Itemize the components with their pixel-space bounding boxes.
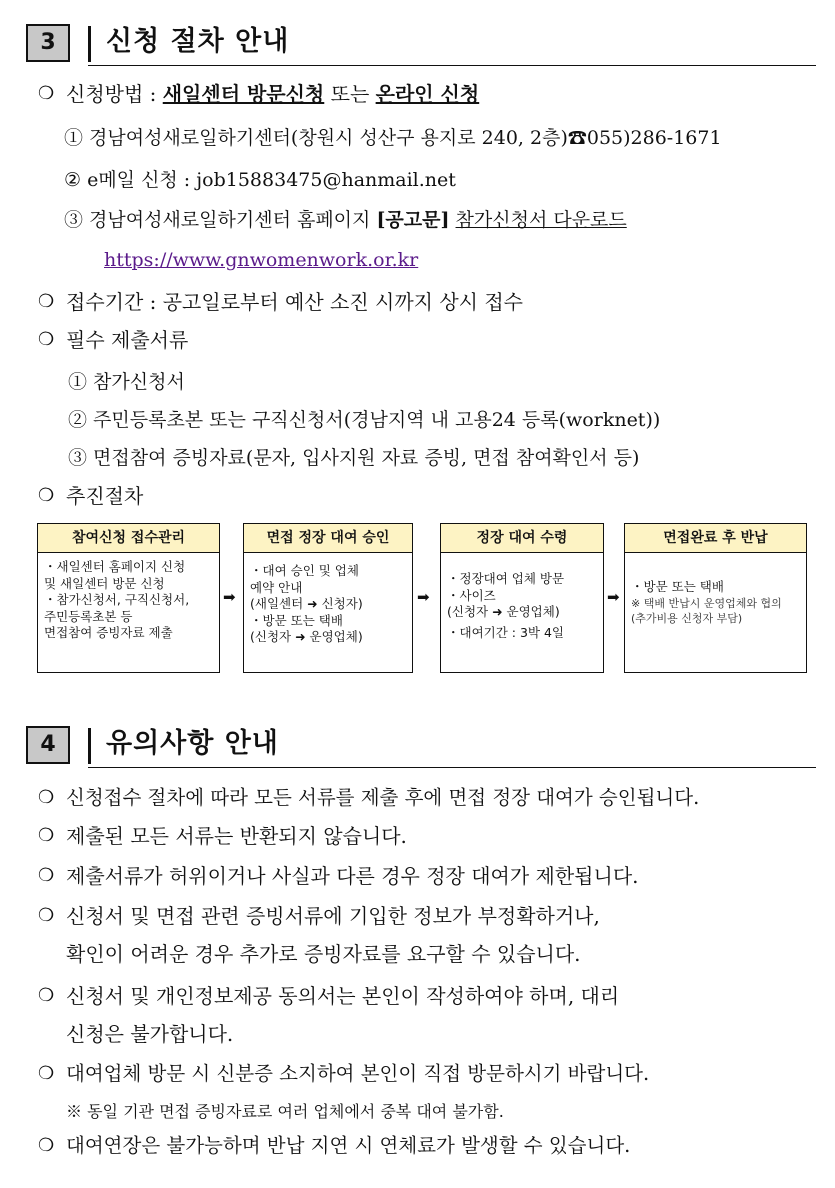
- method-option-online: 온라인 신청: [375, 82, 480, 106]
- step-line: ・사이즈: [447, 587, 496, 603]
- bullet-icon: ❍: [38, 1135, 55, 1156]
- step-title: 정장 대여 수령: [441, 524, 603, 553]
- notice-tag: [공고문]: [376, 209, 450, 231]
- section-3-header: [26, 22, 816, 66]
- homepage-link[interactable]: https://www.gnwomenwork.or.kr: [104, 249, 419, 271]
- step-line: 면접참여 증빙자료 제출: [44, 625, 173, 640]
- step-title: 면접완료 후 반납: [625, 524, 806, 553]
- bullet-icon: ❍: [38, 1063, 55, 1084]
- divider: [88, 728, 91, 764]
- notice-text: 대여연장은 불가능하며 반납 지연 시 연체료가 발생할 수 있습니다.: [66, 1134, 631, 1157]
- notice-text: 대여업체 방문 시 신분증 소지하여 본인이 직접 방문하시기 바랍니다.: [66, 1062, 650, 1085]
- step-title: 면접 정장 대여 승인: [244, 524, 412, 553]
- step-line: ・방문 또는 택배: [631, 579, 724, 594]
- notice-text: 신청서 및 면접 관련 증빙서류에 기입한 정보가 부정확하거나,: [66, 904, 600, 928]
- step-line: ・방문 또는 택배: [250, 612, 343, 628]
- step-title: 참여신청 접수관리: [38, 524, 219, 553]
- method-item: ② e메일 신청 : job15883475@hanmail.net: [64, 169, 456, 191]
- period-text: 접수기간 : 공고일로부터 예산 소진 시까지 상시 접수: [66, 290, 523, 314]
- method-or: 또는: [324, 82, 376, 106]
- process-step-3: [440, 523, 604, 673]
- divider: [88, 767, 816, 768]
- section-number: 4: [26, 726, 70, 764]
- step-line: ・참가신청서, 구직신청서,: [44, 592, 190, 607]
- bullet-icon: ❍: [38, 291, 55, 312]
- method-item: ① 경남여성새로일하기센터(창원시 성산구 용지로 240, 2층)☎055)286-1671: [64, 127, 722, 149]
- divider: [88, 65, 816, 66]
- doc-item: ② 주민등록초본 또는 구직신청서(경남지역 내 고용24 등록(worknet)): [68, 409, 661, 431]
- notice-text: 확인이 어려운 경우 추가로 증빙자료를 요구할 수 있습니다.: [66, 942, 581, 966]
- section-title: 유의사항 안내: [106, 728, 279, 759]
- bullet-icon: ❍: [38, 83, 55, 104]
- notice-text: 신청은 불가합니다.: [66, 1022, 234, 1046]
- bullet-icon: ❍: [38, 825, 55, 846]
- arrow-right-icon: ➡: [223, 588, 236, 606]
- step-line: ・새일센터 홈페이지 신청: [44, 559, 186, 574]
- doc-item: ③ 면접참여 증빙자료(문자, 입사지원 자료 증빙, 면접 참여확인서 등): [68, 447, 640, 469]
- notice-note: ※ 동일 기관 면접 증빙자료로 여러 업체에서 중복 대여 불가함.: [66, 1102, 504, 1121]
- step-line: (새일센터 ➜ 신청자): [250, 596, 363, 611]
- step-line: (신청자 ➜ 운영업체): [250, 629, 363, 644]
- method-option-visit: 새일센터 방문신청: [162, 82, 325, 106]
- bullet-icon: ❍: [38, 329, 55, 350]
- docs-label: 필수 제출서류: [66, 328, 189, 352]
- step-line: ・대여기간 : 3박 4일: [447, 624, 564, 640]
- step-line: 예약 안내: [250, 579, 303, 595]
- divider: [88, 26, 91, 62]
- bullet-icon: ❍: [38, 985, 55, 1006]
- notice-text: 제출된 모든 서류는 반환되지 않습니다.: [66, 824, 407, 848]
- doc-item: ① 참가신청서: [68, 371, 185, 393]
- arrow-right-icon: ➡: [417, 588, 430, 606]
- bullet-icon: ❍: [38, 787, 55, 808]
- step-note: ※ 택배 반납시 운영업체와 협의: [631, 596, 782, 610]
- step-line: (신청자 ➜ 운영업체): [447, 604, 560, 619]
- process-step-2: [243, 523, 413, 673]
- notice-text: 신청서 및 개인정보제공 동의서는 본인이 작성하여야 하며, 대리: [66, 984, 620, 1008]
- method-item: [64, 206, 627, 234]
- process-step-4: [624, 523, 807, 673]
- notice-text: 신청접수 절차에 따라 모든 서류를 제출 후에 면접 정장 대여가 승인됩니다.: [66, 786, 700, 809]
- download-link[interactable]: 참가신청서 다운로드: [455, 209, 627, 231]
- process-label: 추진절차: [66, 484, 144, 508]
- bullet-icon: ❍: [38, 905, 55, 926]
- bullet-icon: ❍: [38, 485, 55, 506]
- notice-text: 제출서류가 허위이거나 사실과 다른 경우 정장 대여가 제한됩니다.: [66, 864, 639, 888]
- arrow-right-icon: ➡: [607, 588, 620, 606]
- step-line: ・정장대여 업체 방문: [447, 571, 565, 586]
- step-line: 및 새일센터 방문 신청: [44, 575, 165, 591]
- section-number: 3: [26, 24, 70, 62]
- section-title: 신청 절차 안내: [106, 26, 290, 57]
- step-line: 주민등록초본 등: [44, 608, 133, 624]
- section-4-header: [26, 724, 816, 768]
- bullet-icon: ❍: [38, 865, 55, 886]
- method-item-text: ③ 경남여성새로일하기센터 홈페이지: [64, 209, 377, 231]
- process-step-1: [37, 523, 220, 673]
- step-note: (추가비용 신청자 부담): [631, 611, 743, 625]
- step-line: ・대여 승인 및 업체: [250, 563, 359, 578]
- method-label: 신청방법 :: [66, 82, 163, 106]
